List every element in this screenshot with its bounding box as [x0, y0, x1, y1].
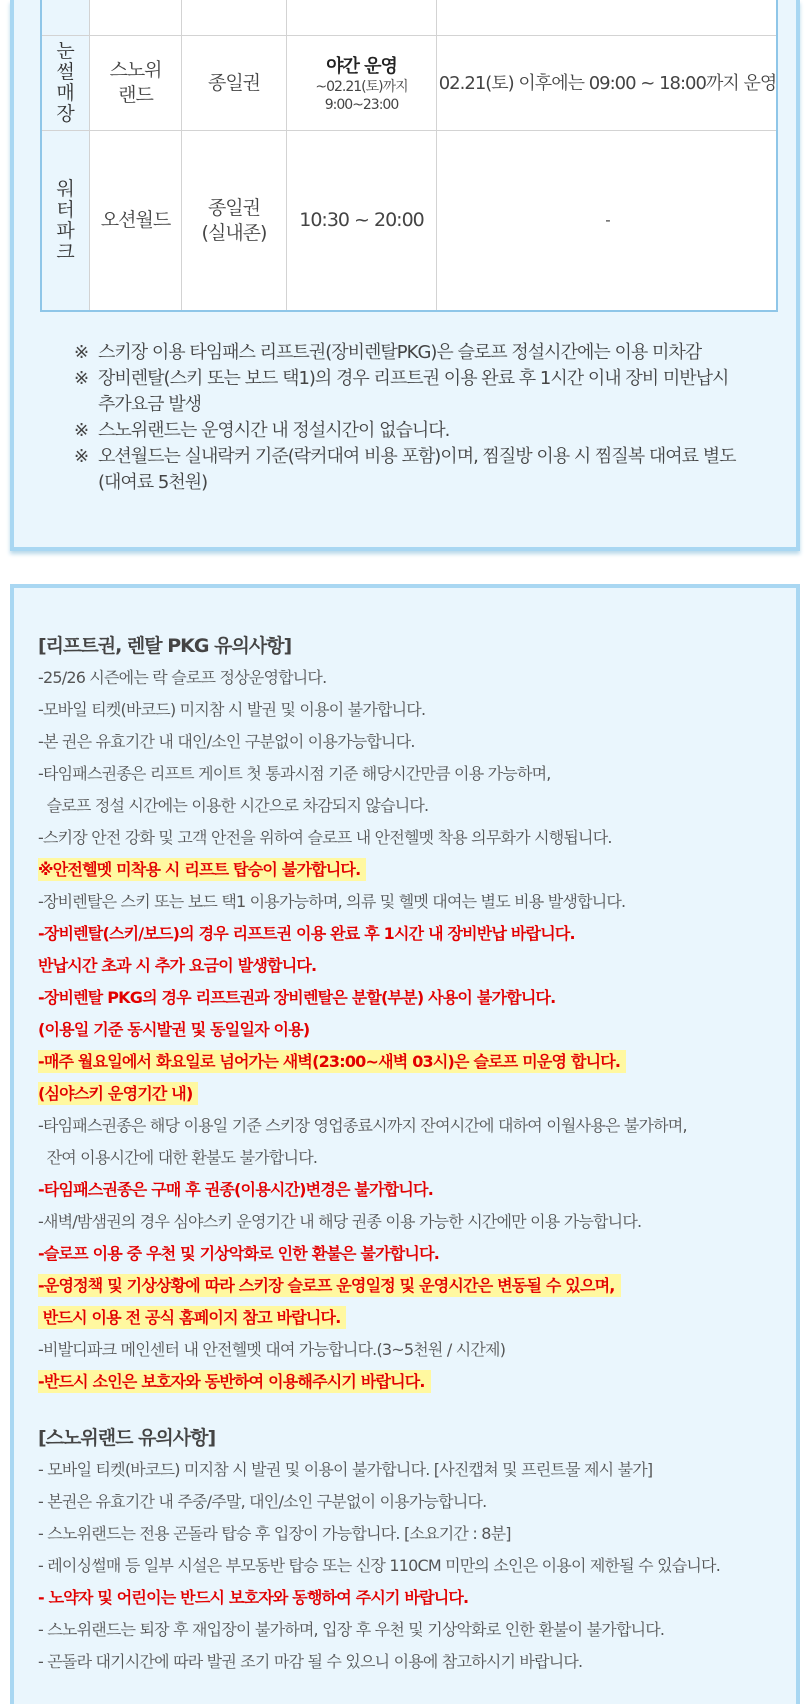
notice-line	[38, 1582, 778, 1614]
hours-cell-cropped	[287, 0, 437, 35]
ticket-label: 종일권	[207, 71, 261, 94]
section-title: [스노위랜드 유의사항]	[38, 1427, 216, 1449]
notice-text-emphasis: -장비렌탈 PKG의 경우 리프트권과 장비렌탈은 분할(부분) 사용이 불가합니다.	[38, 988, 556, 1007]
notice-text-emphasis: ※안전헬멧 미착용 시 리프트 탑승이 불가합니다.	[38, 858, 366, 881]
notice-line	[38, 918, 778, 950]
hours-cell	[287, 36, 437, 130]
notice-text: -비발디파크 메인센터 내 안전헬멧 대여 가능합니다.(3~5천원 / 시간제)	[38, 1340, 506, 1359]
hours-time: 9:00~23:00	[324, 97, 399, 113]
notice-text: -본 권은 유효기간 내 대인/소인 구분없이 이용가능합니다.	[38, 732, 415, 751]
notice-text-emphasis: (이용일 기준 동시발권 및 동일일자 이용)	[38, 1020, 310, 1039]
ticket-label: 종일권 (실내존)	[201, 196, 267, 244]
notice-text-emphasis: -슬로프 이용 중 우천 및 기상악화로 인한 환불은 불가합니다.	[38, 1244, 440, 1263]
notice-line	[38, 1550, 778, 1582]
venue-label: 스노위 랜드	[109, 59, 162, 106]
notice-line	[38, 694, 778, 726]
notice-text: - 레이싱썰매 등 일부 시설은 부모동반 탑승 또는 신장 110CM 미만의 소인은 이용이 제한될 수 있습니다.	[38, 1556, 720, 1575]
notice-line	[38, 726, 778, 758]
note-item: ※ 장비렌탈(스키 또는 보드 택1)의 경우 리프트권 이용 완료 후 1시간 이내 장비 미반납시 추가요금 발생	[74, 368, 729, 415]
notice-text-emphasis: 반납시간 초과 시 추가 요금이 발생합니다.	[38, 956, 317, 975]
notice-line	[38, 1206, 778, 1238]
notice-text-emphasis: -반드시 소인은 보호자와 동반하여 이용해주시기 바랍니다.	[38, 1370, 431, 1393]
hours-title: 야간 운영	[326, 56, 397, 77]
venue-cell	[90, 36, 182, 130]
note-mark: ※	[74, 420, 89, 441]
operating-hours-panel	[10, 0, 800, 551]
hours-date: ~02.21(토)까지	[315, 79, 408, 95]
notice-line	[38, 1238, 778, 1270]
notice-text: - 스노위랜드는 전용 곤돌라 탑승 후 입장이 가능합니다. [소요기간 : 8분]	[38, 1524, 511, 1543]
notice-text: - 모바일 티켓(바코드) 미지참 시 발권 및 이용이 불가합니다. [사진캡쳐 및 프린트물 제시 불가]	[38, 1460, 653, 1479]
precautions-panel	[10, 584, 800, 1704]
notice-line	[38, 822, 778, 854]
note-item: ※ 스노위랜드는 운영시간 내 정설시간이 없습니다.	[74, 418, 774, 444]
notice-text: -모바일 티켓(바코드) 미지참 시 발권 및 이용이 불가합니다.	[38, 700, 426, 719]
notice-line	[38, 1078, 778, 1110]
note-item: ※ 스키장 이용 타임패스 리프트권(장비렌탈PKG)은 슬로프 정설시간에는 이용 미차감	[74, 340, 774, 366]
notice-line	[38, 1110, 778, 1142]
category-label: 워터파크	[56, 177, 75, 263]
notice-text: 잔여 이용시간에 대한 환불도 불가합니다.	[38, 1148, 318, 1167]
note-cell	[437, 36, 778, 130]
notice-line	[38, 1518, 778, 1550]
note-mark: ※	[74, 368, 89, 389]
note-text: 02.21(토) 이후에는 09:00 ~ 18:00까지 운영	[438, 72, 777, 94]
notice-line	[38, 982, 778, 1014]
hours-text: 10:30 ~ 20:00	[299, 209, 424, 231]
notice-text: -새벽/밤샘권의 경우 심야스키 운영기간 내 해당 권종 이용 가능한 시간에만 이용 가능합니다.	[38, 1212, 642, 1231]
notice-text: -타임패스권종은 해당 이용일 기준 스키장 영업종료시까지 잔여시간에 대하여 이월사용은 불가하며,	[38, 1116, 687, 1135]
notice-text: -타임패스권종은 리프트 게이트 첫 통과시점 기준 해당시간만큼 이용 가능하며,	[38, 764, 551, 783]
notice-text: - 곤돌라 대기시간에 따라 발권 조기 마감 될 수 있으니 이용에 참고하시기 바랍니다.	[38, 1652, 583, 1671]
notice-text: - 스노위랜드는 퇴장 후 재입장이 불가하며, 입장 후 우천 및 기상악화로 인한 환불이 불가합니다.	[38, 1620, 665, 1639]
notice-text-emphasis: -운영정책 및 기상상황에 따라 스키장 슬로프 운영일정 및 운영시간은 변동될 수 있으며,	[38, 1274, 621, 1297]
section-gap	[38, 1398, 778, 1422]
ticket-cell	[182, 131, 287, 310]
venue-cell	[90, 131, 182, 310]
notice-text: -스키장 안전 강화 및 고객 안전을 위하여 슬로프 내 안전헬멧 착용 의무화가 시행됩니다.	[38, 828, 612, 847]
note-mark: ※	[74, 342, 89, 363]
category-cell-sled	[42, 36, 90, 130]
operating-hours-table	[40, 0, 778, 312]
category-cell-cropped	[42, 0, 90, 35]
notice-line	[38, 1046, 778, 1078]
notice-line	[38, 1270, 778, 1302]
notice-line	[38, 1334, 778, 1366]
notice-line	[38, 886, 778, 918]
category-cell-waterpark	[42, 131, 90, 310]
notice-text: 슬로프 정설 시간에는 이용한 시간으로 차감되지 않습니다.	[38, 796, 429, 815]
ticket-cell-cropped	[182, 0, 287, 35]
note-text: -	[605, 211, 610, 229]
notes-list	[74, 340, 774, 496]
notice-text-emphasis: - 노약자 및 어린이는 반드시 보호자와 동행하여 주시기 바랍니다.	[38, 1588, 469, 1607]
notice-line	[38, 758, 778, 790]
notice-line	[38, 1174, 778, 1206]
notice-text: -장비렌탈은 스키 또는 보드 택1 이용가능하며, 의류 및 헬멧 대여는 별도 비용 발생합니다.	[38, 892, 626, 911]
category-label: 눈썰매장	[56, 40, 75, 125]
notice-text-emphasis: 반드시 이용 전 공식 홈페이지 참고 바랍니다.	[38, 1306, 346, 1329]
notice-line	[38, 1646, 778, 1678]
notice-text-emphasis: -매주 월요일에서 화요일로 넘어가는 새벽(23:00~새벽 03시)은 슬로프 미운영 합니다.	[38, 1050, 626, 1073]
notice-text-emphasis: -장비렌탈(스키/보드)의 경우 리프트권 이용 완료 후 1시간 내 장비반납 바랍니다.	[38, 924, 575, 943]
note-mark: ※	[74, 446, 89, 467]
notice-line	[38, 950, 778, 982]
notice-line	[38, 1454, 778, 1486]
notice-text-emphasis: -타임패스권종은 구매 후 권종(이용시간)변경은 불가합니다.	[38, 1180, 433, 1199]
precautions-content	[38, 630, 778, 1678]
notice-text: -25/26 시즌에는 락 슬로프 정상운영합니다.	[38, 668, 327, 687]
notice-line	[38, 662, 778, 694]
venue-label: 오션월드	[100, 209, 171, 231]
note-item: ※ 오션월드는 실내락커 기준(락커대여 비용 포함)이며, 찜질방 이용 시 찜질복 대여료 별도 (대여료 5천원)	[74, 446, 736, 493]
ticket-cell	[182, 36, 287, 130]
note-cell	[437, 131, 778, 310]
section-title: [리프트권, 렌탈 PKG 유의사항]	[38, 635, 292, 657]
notice-text: - 본권은 유효기간 내 주중/주말, 대인/소인 구분없이 이용가능합니다.	[38, 1492, 487, 1511]
notice-line	[38, 1142, 778, 1174]
venue-cell-cropped	[90, 0, 182, 35]
hours-cell	[287, 131, 437, 310]
notice-line	[38, 1302, 778, 1334]
notice-line	[38, 1486, 778, 1518]
notice-line	[38, 790, 778, 822]
notice-line	[38, 1366, 778, 1398]
notice-text-emphasis: (심야스키 운영기간 내)	[38, 1082, 198, 1105]
notice-line	[38, 1614, 778, 1646]
notice-line	[38, 854, 778, 886]
notice-line	[38, 1014, 778, 1046]
